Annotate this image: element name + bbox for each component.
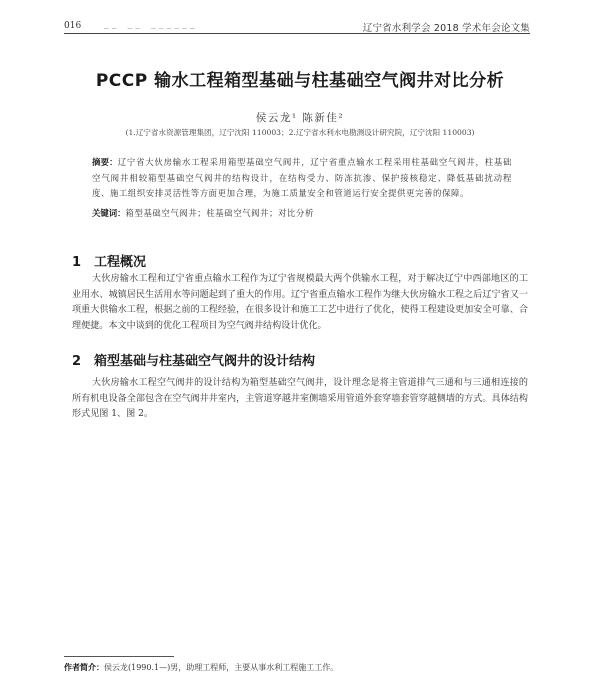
page-header bbox=[64, 18, 530, 34]
section-2-paragraph: 大伙房输水工程空气阀井的设计结构为箱型基础空气阀井，设计理念是将主管道排气三通和与三通相连接的所有机电设备全部包含在空气阀井井室内，主管道穿越井室侧墙采用管道外套穿墙套管穿越侧墙的方式。具体结构形式见图 1、图 2。 bbox=[72, 378, 528, 420]
section-number: 1 bbox=[72, 255, 82, 270]
abstract-text: 辽宁省大伙房输水工程采用箱型基础空气阀井，辽宁省重点输水工程采用柱基础空气阀井，柱基础空气阀井相较箱型基础空气阀井的结构设计，在结构受力、防冻抗渗、保护接核稳定、降低基础扰动程度、施工组织安排灵活性等方面更加合理，为施工质量安全和管道运行安全提供更完善的保障。 bbox=[92, 157, 513, 199]
article-authors: 侯云龙¹ 陈新佳² bbox=[255, 112, 345, 124]
section-title: 箱型基础与柱基础空气阀井的设计结构 bbox=[94, 354, 316, 369]
header-rule bbox=[64, 33, 530, 34]
footnote-rule bbox=[64, 656, 174, 657]
header-decoration: __ __ ______ bbox=[104, 20, 198, 29]
article-title: PCCP 输水工程箱型基础与柱基础空气阀井对比分析 bbox=[95, 71, 505, 91]
section-1-paragraph: 大伙房输水工程和辽宁省重点输水工程作为辽宁省规模最大两个供输水工程，对于解决辽宁中西部地区的工业用水、城镇居民生活用水等问题起到了重大的作用。辽宁省重点输水工程作为继大伙房输水工程之后辽宁省又一项重大供输水工程，根据之前的工程经验，在很多设计和施工工艺中进行了优化，使得工程建设更加安全可靠、合理便捷。本文中谈到的优化工程项目为空气阀井结构设计优化。 bbox=[72, 274, 528, 331]
keywords-label: 关键词： bbox=[92, 208, 126, 218]
running-title: 辽宁省水利学会 2018 学术年会论文集 bbox=[362, 23, 530, 34]
footnote-text: 侯云龙(1990.1—)男，助理工程师，主要从事水利工程施工工作。 bbox=[104, 663, 339, 672]
keywords bbox=[92, 207, 512, 219]
section-title: 工程概况 bbox=[94, 255, 147, 270]
abstract-label: 摘要： bbox=[92, 157, 118, 167]
abstract bbox=[92, 155, 512, 202]
section-number: 2 bbox=[72, 354, 82, 369]
keywords-text: 箱型基础空气阀井；柱基础空气阀井；对比分析 bbox=[125, 208, 314, 218]
footnote-label: 作者简介： bbox=[64, 663, 104, 672]
page-number: 016 bbox=[64, 21, 82, 31]
section-heading-2 bbox=[72, 350, 315, 369]
article-affiliation: (1.辽宁省水资源管理集团，辽宁沈阳 110003；2.辽宁省水利水电勘测设计研究院，辽宁沈阳 110003) bbox=[125, 128, 475, 137]
section-heading-1 bbox=[72, 251, 146, 270]
author-footnote bbox=[64, 662, 338, 673]
